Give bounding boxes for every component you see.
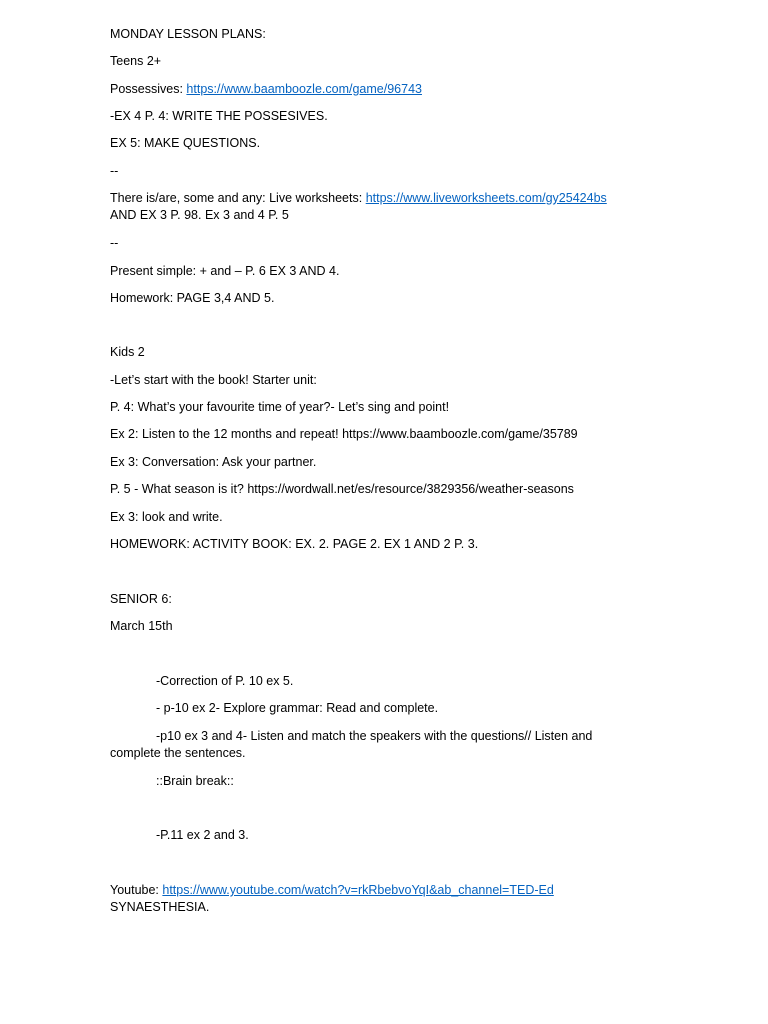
there-is-line [110, 190, 650, 207]
separator-1: -- [110, 164, 119, 178]
senior-listen-line-2: complete the sentences. [110, 746, 246, 760]
kids-ex3-look: Ex 3: look and write. [110, 510, 223, 524]
kids-homework: HOMEWORK: ACTIVITY BOOK: EX. 2. PAGE 2. EX 1 AND 2 P. 3. [110, 537, 479, 551]
separator-2: -- [110, 236, 119, 250]
teens-ex4: -EX 4 P. 4: WRITE THE POSSESIVES. [110, 109, 328, 123]
youtube-line [110, 882, 650, 899]
senior-section-title: SENIOR 6: [110, 592, 172, 606]
present-simple-line: Present simple: + and – P. 6 EX 3 AND 4. [110, 264, 340, 278]
kids-start: -Let’s start with the book! Starter unit: [110, 373, 317, 387]
senior-brain-break: ::Brain break:: [156, 774, 234, 788]
senior-date: March 15th [110, 619, 173, 633]
there-is-continuation: AND EX 3 P. 98. Ex 3 and 4 P. 5 [110, 208, 289, 222]
teens-homework: Homework: PAGE 3,4 AND 5. [110, 291, 275, 305]
liveworksheets-link[interactable]: https://www.liveworksheets.com/gy25424bs [365, 191, 607, 205]
senior-listen-line-1: -p10 ex 3 and 4- Listen and match the speakers with the questions// Listen and [156, 729, 593, 743]
possessives-link[interactable]: https://www.baamboozle.com/game/96743 [186, 82, 422, 96]
there-is-label: There is/are, some and any: Live worksheets: [110, 191, 366, 205]
youtube-link[interactable]: https://www.youtube.com/watch?v=rkRbebvoYqI&ab_channel=TED-Ed [162, 883, 554, 897]
senior-p11: -P.11 ex 2 and 3. [156, 828, 249, 842]
senior-correction: -Correction of P. 10 ex 5. [156, 674, 294, 688]
teens-ex5: EX 5: MAKE QUESTIONS. [110, 136, 261, 150]
page-heading: MONDAY LESSON PLANS: [110, 27, 266, 41]
kids-ex2: Ex 2: Listen to the 12 months and repeat! https://www.baamboozle.com/game/35789 [110, 427, 578, 441]
youtube-label: Youtube: [110, 883, 163, 897]
kids-p4: P. 4: What’s your favourite time of year?- Let’s sing and point! [110, 400, 450, 414]
kids-p5: P. 5 - What season is it? https://wordwall.net/es/resource/3829356/weather-seasons [110, 482, 574, 496]
teens-section-title: Teens 2+ [110, 54, 162, 68]
senior-grammar: - p-10 ex 2- Explore grammar: Read and complete. [156, 701, 439, 715]
possessives-line [110, 81, 650, 98]
possessives-label: Possessives: [110, 82, 187, 96]
kids-section-title: Kids 2 [110, 345, 145, 359]
kids-ex3-conversation: Ex 3: Conversation: Ask your partner. [110, 455, 317, 469]
synaesthesia-line: SYNAESTHESIA. [110, 900, 210, 914]
